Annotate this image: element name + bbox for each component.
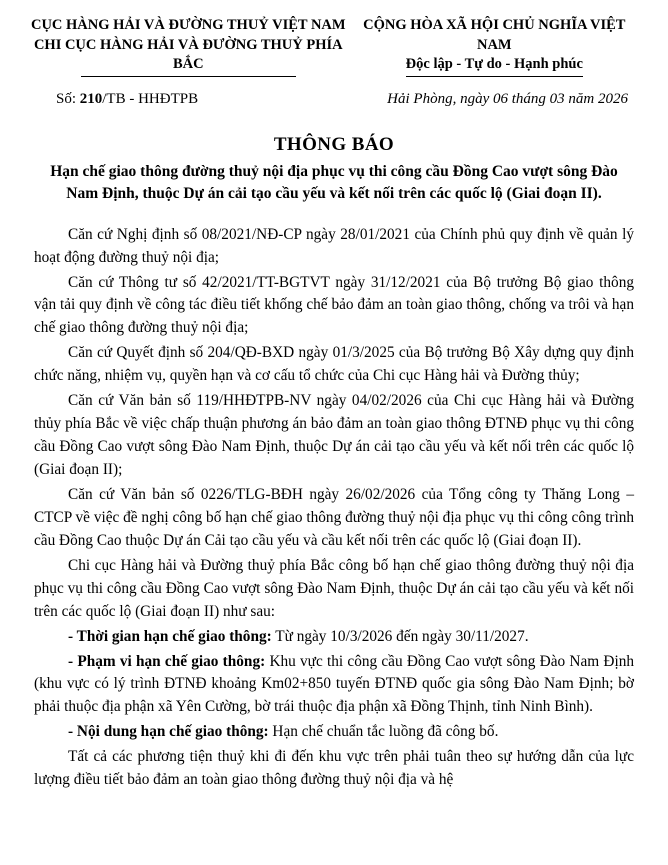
document-number-prefix: Số: bbox=[56, 90, 77, 107]
authority-line-2: CHI CỤC HÀNG HẢI VÀ ĐƯỜNG THUỶ PHÍA BẮC bbox=[33, 36, 343, 73]
document-number-value: 210 bbox=[79, 90, 103, 107]
document-meta-row bbox=[0, 77, 668, 108]
body-paragraph: Căn cứ Văn bản số 119/HHĐTPB-NV ngày 04/02/2026 của Chi cục Hàng hải và Đường thủy phía Bắc về việc chấp thuận phương án bảo đảm an toàn giao thông ĐTNĐ phục vụ thi công cầu Đồng Cao vượt sông Đào Nam Định, thuộc Dự án cải tạo cầu yếu và kết nối trên các quốc lộ (Giai đoạn II); bbox=[34, 392, 634, 478]
restriction-item-label: - Thời gian hạn chế giao thông: bbox=[68, 627, 272, 645]
restriction-item-label: - Phạm vi hạn chế giao thông: bbox=[68, 652, 266, 670]
restriction-item bbox=[34, 721, 634, 744]
national-title: CỘNG HÒA XÃ HỘI CHỦ NGHĨA VIỆT NAM bbox=[363, 17, 626, 53]
body-paragraph: Căn cứ Thông tư số 42/2021/TT-BGTVT ngày 31/12/2021 của Bộ trưởng Bộ giao thông vận tải quy định về công tác điều tiết khống chế bảo đảm an toàn giao thông, chống va trôi và hạn chế giao thông đường thuỷ nội địa; bbox=[34, 273, 634, 337]
document-title: THÔNG BÁO bbox=[273, 133, 395, 155]
authority-divider bbox=[81, 76, 296, 77]
document-subtitle: Hạn chế giao thông đường thuỷ nội địa phục vụ thi công cầu Đồng Cao vượt sông Đào Nam Định, thuộc Dự án cải tạo cầu yếu và kết nối trên các quốc lộ (Giai đoạn II). bbox=[50, 162, 618, 203]
national-heading-block bbox=[349, 16, 640, 77]
restriction-item-text: Khu vực thi công cầu Đồng Cao vượt sông Đào Nam Định (khu vực có lý trình ĐTNĐ khoảng Km02+850 tuyến ĐTNĐ quốc gia sông Đào Nam Định; bờ phải thuộc địa phận xã Yên Cường, bờ trái thuộc địa phận xã Đồng Thịnh, tỉnh Ninh Bình). bbox=[34, 652, 634, 716]
body-paragraph: Chi cục Hàng hải và Đường thuỷ phía Bắc công bố hạn chế giao thông đường thuỷ nội địa phục vụ thi công cầu Đồng Cao vượt sông Đào Nam Định, thuộc Dự án cải tạo cầu yếu và kết nối trên các quốc lộ (Giai đoạn II) như sau: bbox=[34, 556, 634, 620]
restriction-item-text: Từ ngày 10/3/2026 đến ngày 30/11/2027. bbox=[271, 627, 529, 645]
document-date: Hải Phòng, ngày 06 tháng 03 năm 2026 bbox=[387, 90, 628, 107]
restriction-item bbox=[34, 651, 634, 720]
body-paragraph: Căn cứ Quyết định số 204/QĐ-BXD ngày 01/3/2025 của Bộ trưởng Bộ Xây dựng quy định chức năng, nhiệm vụ, quyền hạn và cơ cấu tổ chức của Chi cục Hàng hải và Đường thủy; bbox=[34, 344, 634, 385]
restriction-item-label: - Nội dung hạn chế giao thông: bbox=[68, 723, 269, 741]
closing-paragraph: Tất cả các phương tiện thuỷ khi đi đến khu vực trên phải tuân theo sự hướng dẫn của lực lượng điều tiết bảo đảm an toàn giao thông đường thuỷ nội địa và hệ bbox=[34, 748, 634, 789]
restriction-item bbox=[34, 626, 634, 649]
title-block bbox=[0, 134, 668, 206]
authority-line-1: CỤC HÀNG HẢI VÀ ĐƯỜNG THUỶ VIỆT NAM bbox=[30, 17, 346, 33]
document-number-suffix: /TB - HHĐTPB bbox=[102, 90, 199, 107]
national-motto-wrapper bbox=[349, 55, 640, 77]
body-paragraph: Căn cứ Nghị định số 08/2021/NĐ-CP ngày 28/01/2021 của Chính phủ quy định về quản lý hoạt động đường thuỷ nội địa; bbox=[34, 225, 634, 266]
document-number bbox=[56, 91, 198, 108]
issuing-authority-block bbox=[28, 16, 349, 77]
restriction-item-text: Hạn chế chuẩn tắc luồng đã công bố. bbox=[268, 723, 499, 741]
document-body bbox=[0, 206, 668, 793]
national-motto: Độc lập - Tự do - Hạnh phúc bbox=[406, 55, 583, 77]
document-header bbox=[0, 0, 668, 77]
body-paragraph: Căn cứ Văn bản số 0226/TLG-BĐH ngày 26/02/2026 của Tổng công ty Thăng Long – CTCP về việc đề nghị công bố hạn chế giao thông đường thuỷ nội địa phục vụ thi công công trình cầu Đồng Cao thuộc Dự án Cải tạo cầu yếu và cầu kết nối trên các quốc lộ (Giai đoạn II). bbox=[34, 485, 634, 549]
